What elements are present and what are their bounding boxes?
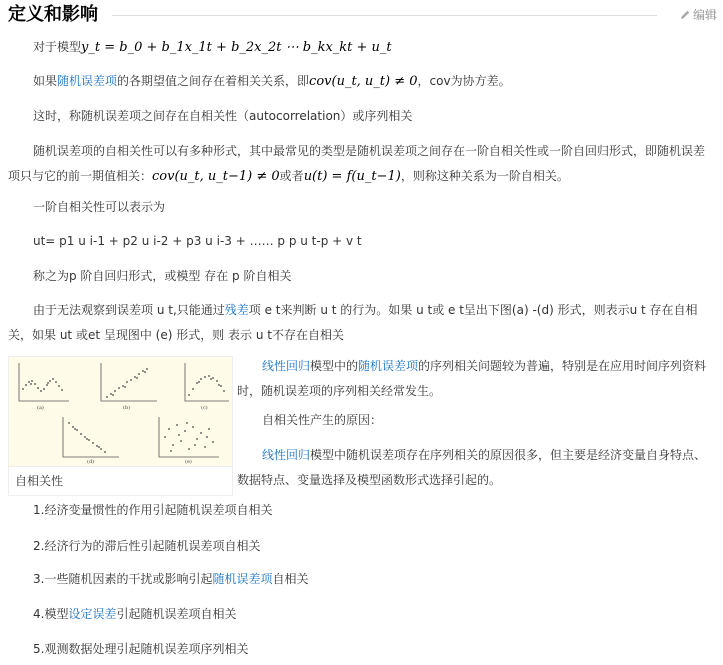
cause-4-prefix: 4.模型 xyxy=(33,607,69,621)
section-header xyxy=(0,0,723,30)
first-order-paragraph xyxy=(8,139,715,189)
figure-caption: 自相关性 xyxy=(9,466,232,495)
causes-suffix: 模型中随机误差项存在序列相关的原因很多，但主要是经济变量自身特点、数据特点、变量选择及模型函数形式选择引起的。 xyxy=(237,448,707,487)
link-residual[interactable]: 残差 xyxy=(224,303,249,317)
cause-item-1: 1.经济变量惯性的作用引起随机误差项自相关 xyxy=(33,503,273,517)
cov-formula: cov(u_t, u_t) ≠ 0 xyxy=(309,74,418,89)
ar-formula-paragraph: ut= p1 u i-1 + p2 u i-2 + p3 u i-3 + …… p p u t-p + v t xyxy=(33,234,362,248)
covariance-paragraph xyxy=(8,69,715,94)
plot-label-d: (d) xyxy=(87,459,95,465)
edit-button[interactable] xyxy=(679,6,717,23)
serial-correlation-paragraph xyxy=(237,354,715,404)
causes-heading: 自相关性产生的原因： xyxy=(262,413,383,427)
residual-prefix: 由于无法观察到误差项 u t,只能通过 xyxy=(33,303,225,317)
causes-paragraph xyxy=(237,443,715,493)
model-prefix: 对于模型 xyxy=(33,40,82,54)
link-random-error-3[interactable]: 随机误差项 xyxy=(212,572,273,586)
first-order-or: 或者 xyxy=(279,169,304,183)
model-paragraph xyxy=(8,35,715,60)
first-order-expression-paragraph: 一阶自相关性可以表示为 xyxy=(33,200,166,214)
cause-item-4 xyxy=(8,602,715,627)
link-linear-regression-1[interactable]: 线性回归 xyxy=(262,359,311,373)
plot-label-e: (e) xyxy=(185,459,192,465)
autocorrelation-plots xyxy=(9,357,232,465)
plot-label-a: (a) xyxy=(37,405,44,411)
plot-label-c: (c) xyxy=(201,405,208,411)
cov-prefix: 如果 xyxy=(33,74,58,88)
serial-suffix: 的序列相关问题较为普遍，特别是在应用时间序列资料时，随机误差项的序列相关经常发生。 xyxy=(237,359,707,398)
first-order-formula-2: u(t) = f(u_t−1) xyxy=(303,169,401,184)
model-formula: y_t = b_0 + b_1x_1t + b_2x_2t ⋯ b_kx_kt + u_t xyxy=(81,40,392,55)
section-title: 定义和影响 xyxy=(8,4,98,25)
cov-suffix: ，cov为协方差。 xyxy=(417,74,511,88)
cause-item-3 xyxy=(8,567,715,592)
edit-label: 编辑 xyxy=(692,8,717,22)
title-divider xyxy=(112,15,657,16)
pencil-icon xyxy=(679,9,691,21)
residual-paragraph xyxy=(8,298,715,348)
cause-item-5: 5.观测数据处理引起随机误差项序列相关 xyxy=(33,642,249,656)
plot-label-b: (b) xyxy=(123,405,131,411)
cause-4-suffix: 引起随机误差项自相关 xyxy=(116,607,237,621)
cause-3-suffix: 自相关 xyxy=(272,572,309,586)
cov-middle: 的各期望值之间存在着相关关系，即 xyxy=(117,74,310,88)
autocorrelation-paragraph: 这时，称随机误差项之间存在自相关性（autocorrelation）或序列相关 xyxy=(33,109,413,123)
ar-order-paragraph: 称之为p 阶自回归形式，或模型 存在 p 阶自相关 xyxy=(33,269,292,283)
link-specification-error[interactable]: 设定误差 xyxy=(68,607,117,621)
autocorrelation-figure[interactable] xyxy=(8,356,233,496)
link-linear-regression-2[interactable]: 线性回归 xyxy=(262,448,311,462)
cause-3-prefix: 3.一些随机因素的干扰或影响引起 xyxy=(33,572,213,586)
first-order-suffix: ，则称这种关系为一阶自相关。 xyxy=(400,169,569,183)
serial-middle: 模型中的 xyxy=(310,359,359,373)
link-random-error-2[interactable]: 随机误差项 xyxy=(358,359,419,373)
residual-suffix: 项 e t来判断 u t 的行为。如果 u t或 e t呈出下图(a) -(d) 形式，则表示u t 存在自相关，如果 ut 或et 呈现图中 (e) 形式，则 表示 u t不存在自相关 xyxy=(8,303,698,342)
link-random-error[interactable]: 随机误差项 xyxy=(57,74,118,88)
cause-item-2: 2.经济行为的滞后性引起随机误差项自相关 xyxy=(33,539,261,553)
first-order-text: 随机误差项的自相关性可以有多种形式，其中最常见的类型是随机误差项之间存在一阶自相关性或一阶自回归形式，即随机误差项只与它的前一期值相关： xyxy=(8,144,706,183)
first-order-formula-1: cov(u_t, u_t−1) ≠ 0 xyxy=(152,169,280,184)
